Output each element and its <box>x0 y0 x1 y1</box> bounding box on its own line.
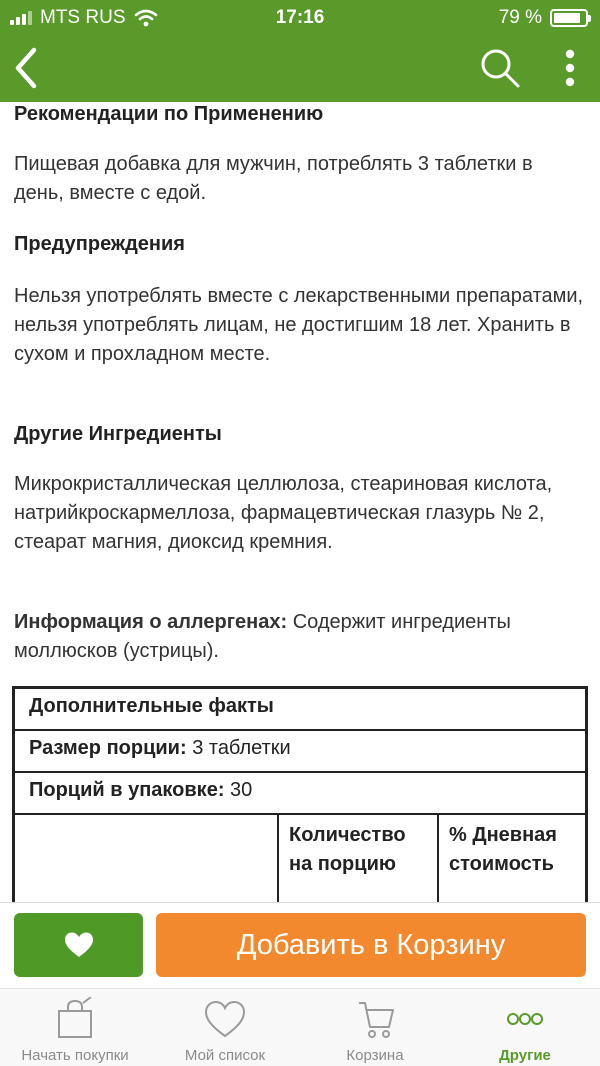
usage-heading: Рекомендации по Применению <box>14 103 324 125</box>
warnings-heading: Предупреждения <box>14 233 185 255</box>
status-bar <box>0 0 600 36</box>
tab-bar <box>0 988 600 1066</box>
supplement-facts-table <box>12 686 588 902</box>
allergen-label: Информация о аллергенах: <box>14 611 288 633</box>
servings-per-container-row <box>15 773 585 815</box>
servings-label: Порций в упаковке: <box>29 779 225 801</box>
app-header <box>0 0 600 102</box>
warnings-text: Нельзя употреблять вместе с лекарственными препаратами, нельзя употреблять лицам, не достигшим 18 лет. Хранить в сухом и прохладном месте. <box>14 285 584 365</box>
servings-value: 30 <box>224 779 253 801</box>
add-to-cart-button[interactable]: Добавить в Корзину <box>156 913 586 977</box>
serving-size-label: Размер порции: <box>29 737 187 759</box>
status-time: 17:16 <box>275 7 325 28</box>
battery-icon <box>550 9 588 27</box>
allergen-text: Содержит ингредиенты моллюсков (устрицы). <box>14 611 511 662</box>
search-icon[interactable] <box>478 46 522 90</box>
tab-cart[interactable] <box>300 989 450 1066</box>
daily-value-header: % Дневная стоимость <box>449 824 557 875</box>
carrier-name: MTS RUS <box>40 7 126 28</box>
serving-size-row <box>15 731 585 773</box>
more-icon[interactable] <box>556 46 584 90</box>
facts-title: Дополнительные факты <box>29 695 274 717</box>
back-icon[interactable] <box>10 44 42 92</box>
allergen-info <box>0 608 600 666</box>
ingredients-text: Микрокристаллическая целлюлоза, стеариновая кислота, натрийкроскармеллоза, фармацевтическая глазурь № 2, стеарат магния, диоксид кремния. <box>14 473 553 553</box>
more-dots-icon <box>503 997 547 1041</box>
product-details <box>0 102 600 902</box>
ingredients-heading: Другие Ингредиенты <box>14 423 222 445</box>
tab-label: Другие <box>499 1047 551 1064</box>
shopping-bag-icon <box>53 997 97 1041</box>
tab-label: Начать покупки <box>21 1047 129 1064</box>
battery-percent: 79 % <box>498 7 542 28</box>
tab-label: Мой список <box>184 1047 266 1064</box>
serving-size-value: 3 таблетки <box>186 737 291 759</box>
usage-text: Пищевая добавка для мужчин, потреблять 3 таблетки в день, вместе с едой. <box>14 153 533 204</box>
facts-header-empty <box>15 815 279 902</box>
heart-icon <box>64 931 94 959</box>
cart-icon <box>353 997 397 1041</box>
heart-outline-icon <box>203 997 247 1041</box>
facts-title-row <box>15 689 585 731</box>
tab-start-shopping[interactable] <box>0 989 150 1066</box>
add-to-favorites-button[interactable] <box>14 913 143 977</box>
tab-label: Корзина <box>346 1047 404 1064</box>
action-bar <box>0 902 600 988</box>
amount-per-serving-header: Количество на порцию <box>279 815 439 902</box>
facts-header-row <box>15 815 585 902</box>
tab-other[interactable] <box>450 989 600 1066</box>
tab-my-list[interactable] <box>150 989 300 1066</box>
